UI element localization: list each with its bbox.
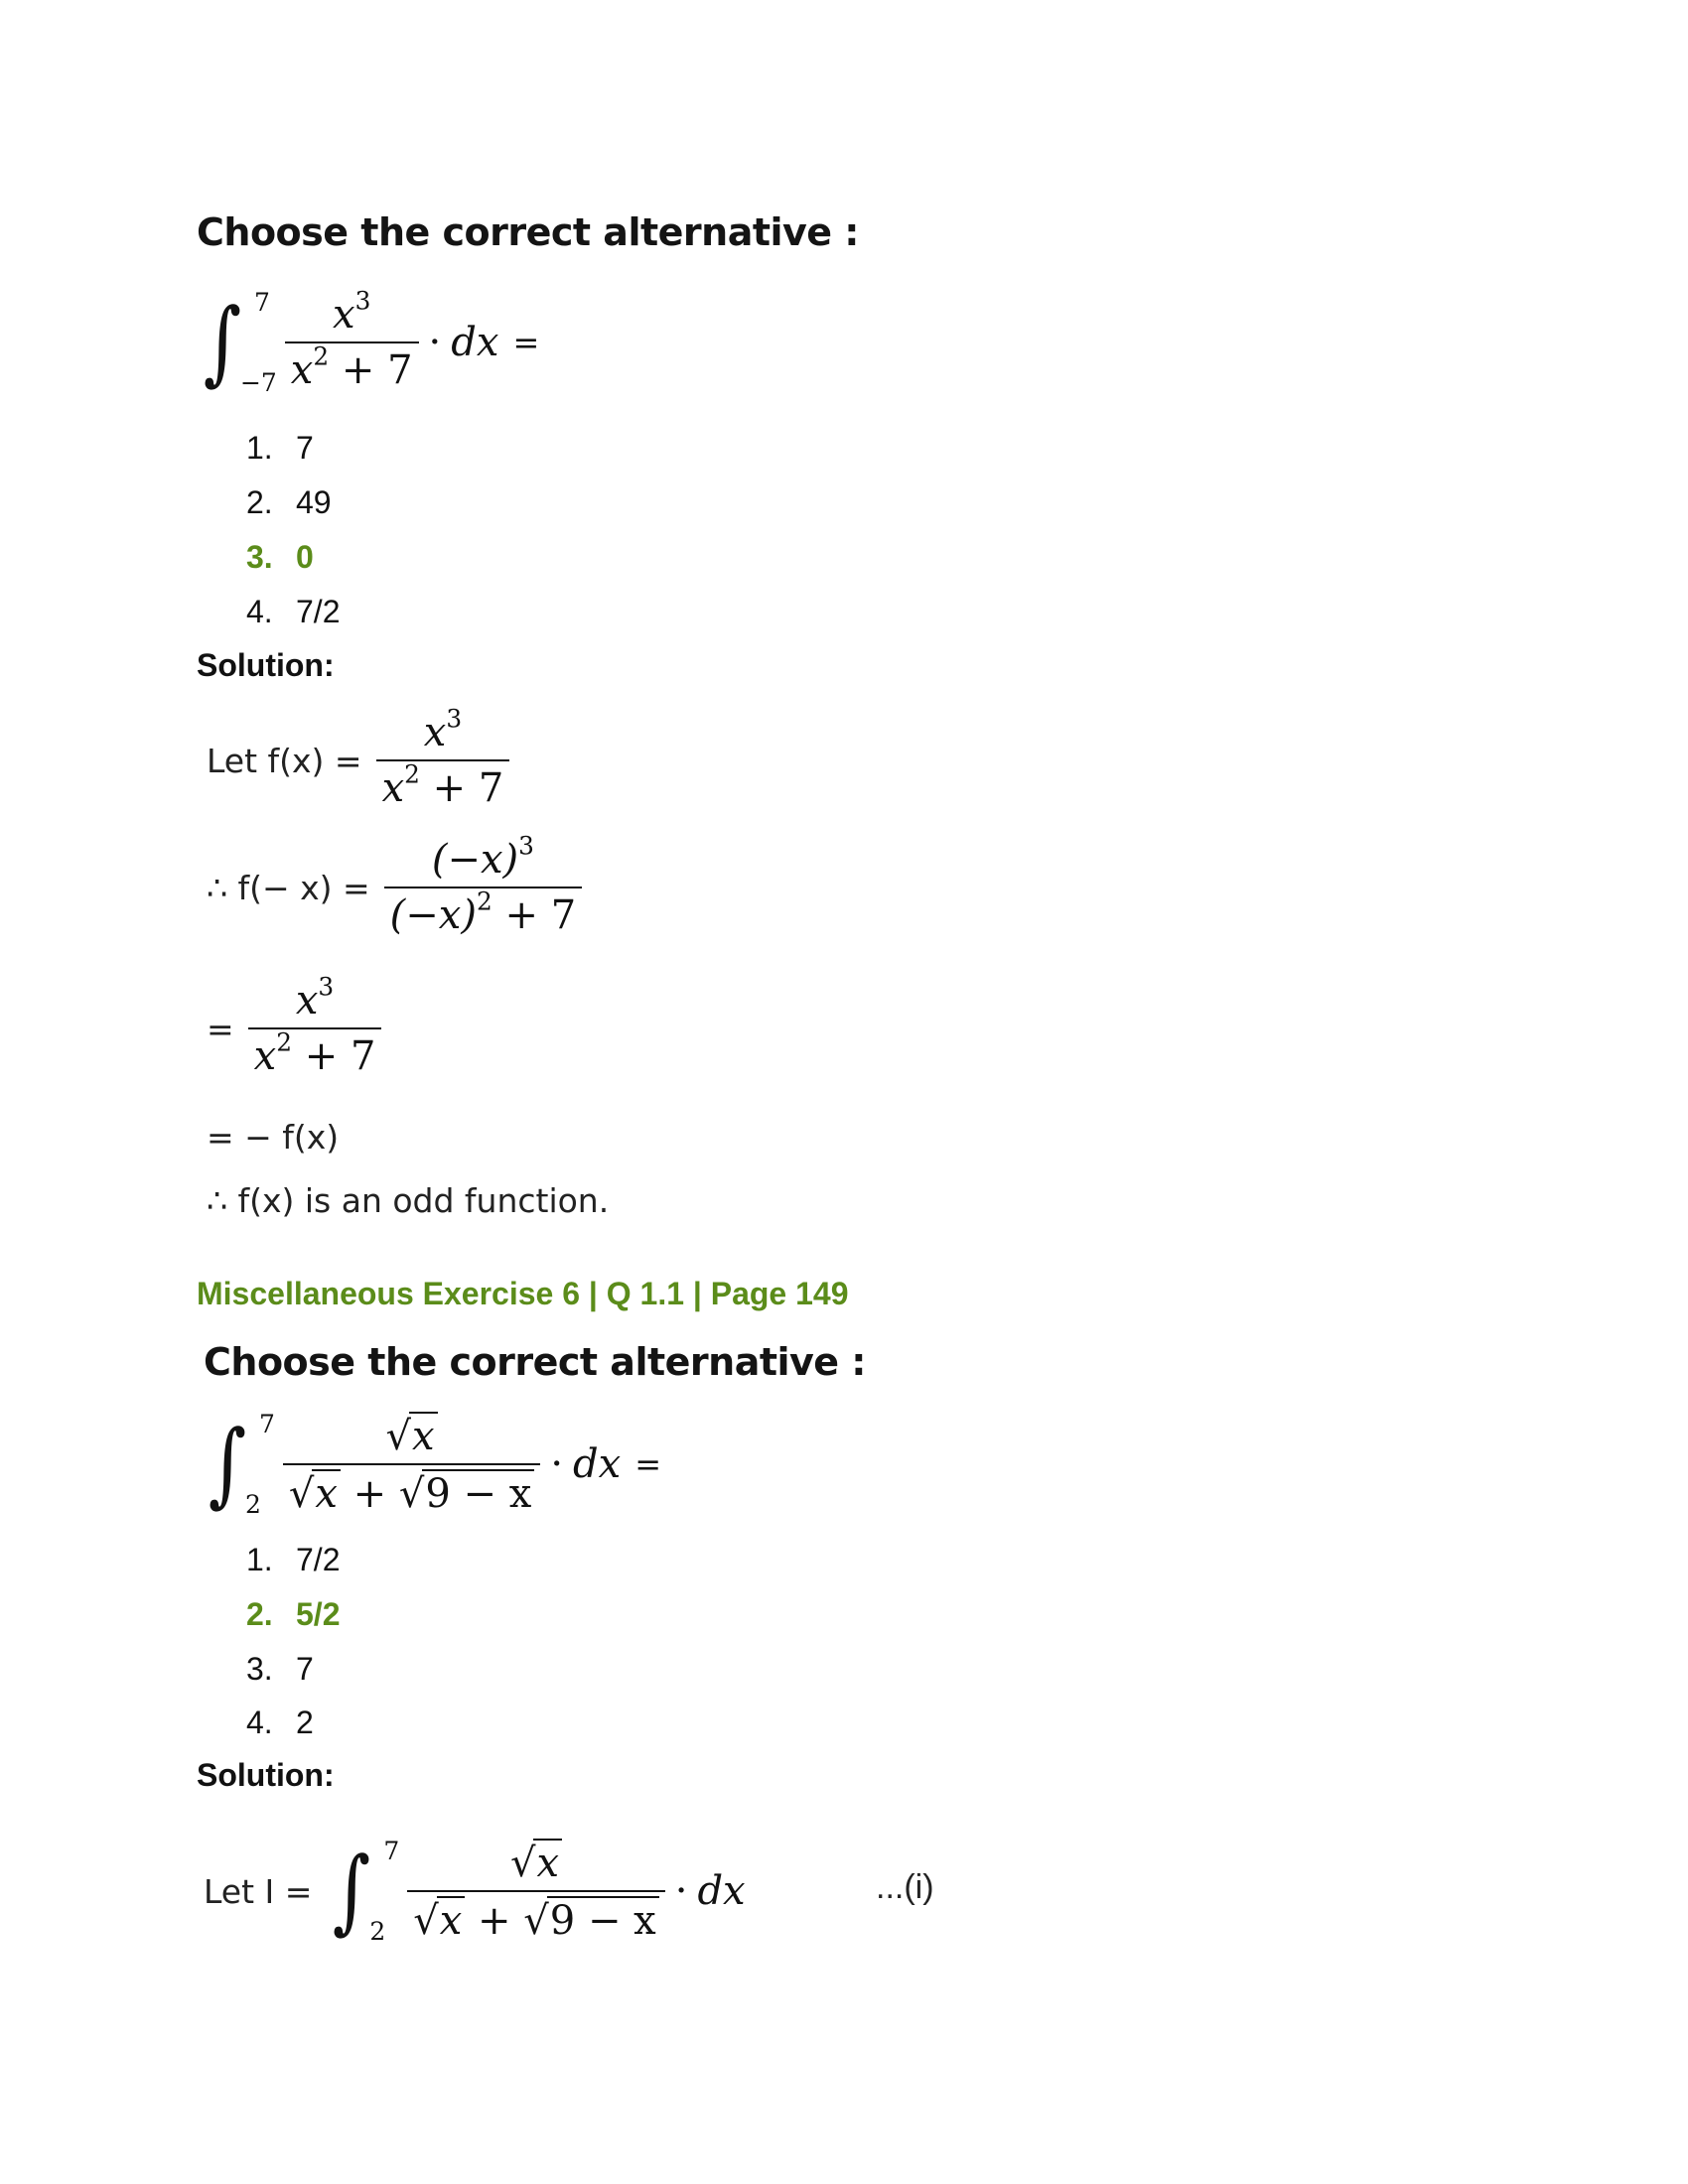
question-1-heading: Choose the correct alternative : bbox=[197, 210, 859, 254]
q2-option-3: 3. 7 bbox=[246, 1651, 314, 1687]
q2-option-2-correct: 2. 5/2 bbox=[246, 1596, 341, 1632]
question-2-heading: Choose the correct alternative : bbox=[204, 1340, 866, 1384]
q2-option-1: 1. 7/2 bbox=[246, 1542, 341, 1577]
q1-option-2: 2. 49 bbox=[246, 484, 332, 520]
q1-solution-line-2: ∴ f(− x) = $\frac{(-x)^3}{(-x)^2 + 7}$ bbox=[207, 837, 582, 938]
q1-option-4: 4. 7/2 bbox=[246, 594, 341, 629]
integrand-fraction: $\frac{x^3}{x^2 + 7}$ bbox=[285, 292, 419, 393]
integral-sign: ∫ 7 −7 bbox=[203, 288, 277, 397]
q1-solution-line-3: = $\frac{x^3}{x^2 + 7}$ bbox=[207, 978, 381, 1079]
q1-solution-label: Solution: bbox=[197, 647, 335, 683]
question-2-integral: ∫ 7 2 √ x √ x + √ 9 − x · dx = bbox=[204, 1410, 661, 1519]
question-1-integral: ∫ 7 −7 $\frac{x^3}{x^2 + 7}$ · dx = bbox=[199, 288, 539, 397]
integral-sign: ∫ 7 2 bbox=[208, 1410, 275, 1519]
q1-option-3-correct: 3. 0 bbox=[246, 539, 314, 575]
q2-solution-label: Solution: bbox=[197, 1757, 335, 1793]
q1-solution-line-1: Let f(x) = $\frac{x^3}{x^2 + 7}$ bbox=[207, 710, 509, 811]
q1-option-1: 1. 7 bbox=[246, 430, 314, 466]
equation-label: ...(i) bbox=[876, 1868, 934, 1906]
q1-solution-line-4: = − f(x) bbox=[207, 1118, 340, 1157]
q2-option-4: 4. 2 bbox=[246, 1705, 314, 1740]
exercise-reference-link[interactable]: Miscellaneous Exercise 6 | Q 1.1 | Page 149 bbox=[197, 1276, 849, 1311]
q1-solution-conclusion: ∴ f(x) is an odd function. bbox=[207, 1181, 610, 1220]
q2-solution-line-1: Let I = ∫ 7 2 √ x √ x + √ 9 − x · dx bbox=[204, 1837, 746, 1946]
